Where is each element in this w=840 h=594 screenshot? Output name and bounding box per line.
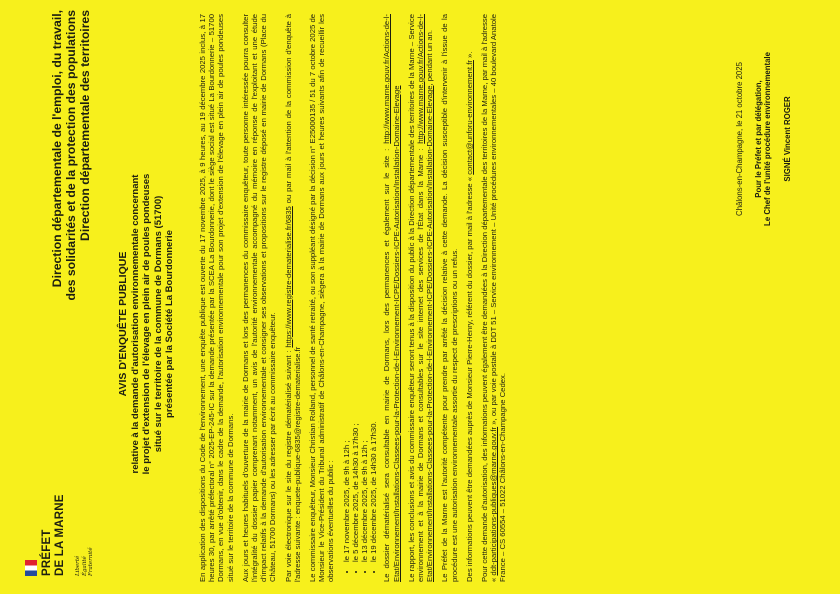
paragraph-contact: Des informations peuvent être demandées auprès de Monsieur Pierre-Henry, référent du dossier, par mail à l'adresse « contact@unforu-environnement.fr ». <box>464 51 474 582</box>
paragraph-ddt-info: Pour cette demande d'autorisation, des informations peuvent également être demandées à la Direction départementale des territoires de la Marne, par mail à l'adresse « ddt-participations-publiques@marne.gouv.fr », ou par voie postale à DDT 51 – Service environnement – Unité procédures environnementales – 40 boulevard Anatole France – CS 60554 – 51022 Châlons-en-Champagne Cedex. <box>480 14 508 582</box>
title-line-5: présentée par la Société La Bourdonnerie <box>164 230 175 418</box>
logo-line-1: PRÉFET <box>41 529 53 576</box>
paragraph-report: Le rapport, les conclusions et avis du commissaire enquêteur seront tenus à la disposition du public à la Direction départementale des territoires de la Marne – Service environnement et à la mairie de Dormans et consultables sur le site internet des services de l'État dans la Marne : http://www.marne.gouv.fr/Actions-de-l-Etat/Environnement/Installations-Classees-pour-la-Protection-de-l-Environnement-ICPE/Dossiers-ICPE-Autorisation/Installation-Domaine-Elevage, pendant un an. <box>406 14 435 582</box>
contact-email-link[interactable]: contact@unforu-environnement.fr <box>464 60 474 175</box>
signature-line-2: Le Chef de l'unité procédure environnementale <box>763 52 772 226</box>
place-date: Châlons-en-Champagne, le 21 octobre 2025 <box>735 62 744 216</box>
signatory-name: SIGNÉ Vincent ROGER <box>782 96 792 182</box>
title-line-2: relative à la demande d'autorisation environnementale concernant <box>129 174 141 474</box>
title-line-4: situé sur le territoire de la commune de Dormans (51700) <box>152 195 164 453</box>
paragraph-commissioner: Le commissaire enquêteur, Monsieur Christian Rolland, personnel de santé retraité, ou son suppléant désigné par la décision n° E25000135 / 51 du 7 octobre 2025 de Monsieur le Vice-Président du Tribunal administratif de Châlons-en-Champagne, siègera à la mairie de Dormans aux jours et heures suivants afin de recueillir les observations éventuelles du public : <box>308 14 336 582</box>
signature-block <box>735 14 792 264</box>
title-line-3: le projet d'extension de l'élevage en plein air de poules pondeuses <box>141 173 152 475</box>
report-link[interactable]: http://www.marne.gouv.fr/Actions-de-l-Etat/Environnement/Installations-Classees-pour-la-Protection-de-l-Environnement-ICPE/Dossiers-ICPE-Autorisation/Installation-Domaine-Elevage <box>416 14 435 582</box>
ddt-email-link[interactable]: ddt-participations-publiques@marne.gouv.fr <box>489 426 499 576</box>
issuing-authority <box>50 10 92 410</box>
title-main: AVIS D'ENQUÊTE PUBLIQUE <box>117 251 129 397</box>
header-line-2: des solidarités et de la protection des populations <box>64 10 78 301</box>
marianne-flag-icon <box>25 560 37 576</box>
dossier-link[interactable]: http://www.marne.gouv.fr/Actions-de-l-Etat/Environnement/Installations-Classees-pour-la-Protection-de-l-Environnement-ICPE/Dossiers-ICPE-Autorisation/Installation-Domaine-Elevage <box>382 14 401 582</box>
notice-title <box>118 154 176 494</box>
logo-motto: Liberté Égalité Fraternité <box>75 547 94 576</box>
list-item: • le 5 décembre 2025, de 14h30 à 17h30 ; <box>351 14 360 562</box>
paragraph-electronic: Par voie électronique sur le site du registre dématérialisé suivant : https://www.registre-dematerialise.fr/6835 ou par mail à l'attention de la commission d'enquête à l'adresse suivante : enquete-publique-6835@registre-dematerialise.fr <box>283 13 302 582</box>
signature-line-1: Pour le Préfet et par délégation, <box>753 80 763 198</box>
list-item: • le 17 novembre 2025, de 9h à 12h ; <box>342 14 351 562</box>
header-line-1: Direction départementale de l'emploi, du travail, <box>50 10 64 288</box>
paragraph-legal-basis: En application des dispositions du Code de l'environnement, une enquête publique est ouverte du 17 novembre 2025, à 9 heures, au 19 décembre 2025 inclus, à 17 heures 30, par arrêté préfectoral n° 2025-EP-245-IC sur la demande présentée par la SCEA La Bourdonnerie, dont le siège social est situé La Bourdonnerie – 51700 Dormans, en vue d'obtenir, dans le cadre de la demande, l'autorisation environnementale pour son projet d'extension de l'élevage en plein air de poules pondeuses situé sur le territoire de la commune de Dormans. <box>198 14 235 582</box>
paragraph-decision: Le Préfet de la Marne est l'autorité compétente pour prendre par arrêté la décision relative à cette demande. La décision susceptible d'intervenir à l'issue de la procédure est une autorisation environnementale assortie du respect de prescriptions ou un refus. <box>440 14 459 582</box>
logo-line-2: DE LA MARNE <box>54 494 66 576</box>
paragraph-consultation: Aux jours et heures habituels d'ouverture de la mairie de Dormans et lors des permanences du commissaire enquêteur, toute personne intéressée pourra consulter l'intégralité du dossier papier comprenant notamment, un avis de l'autorité environnementale accompagné du mémoire en réponse de l'exploitant et une étude d'impact relatifs à la demande d'autorisation environnementale et consigner ses observations et propositions sur le registre déposé en mairie de Dormans (Place du Château, 51700 Dormans) ou les adresser par écrit au commissaire enquêteur. <box>240 14 278 582</box>
notice-body <box>198 14 514 582</box>
list-item: • le 19 décembre 2025, de 14h30 à 17h30. <box>369 14 378 562</box>
list-item: • le 13 décembre 2025, de 9h à 12h ; <box>360 14 369 562</box>
paragraph-dossier: Le dossier dématérialisé sera consultable en mairie de Dormans, lors des permanences et également sur le site : http://www.marne.gouv.fr/Actions-de-l-Etat/Environnement/Installations-Classees-pour-la-Protection-de-l-Environnement-ICPE/Dossiers-ICPE-Autorisation/Installation-Domaine-Elevage <box>382 14 401 582</box>
header-line-3: Direction départementale des territoires <box>78 10 92 241</box>
permanence-dates-list <box>342 14 379 562</box>
registry-link[interactable]: https://www.registre-dematerialise.fr/6835 <box>283 206 293 348</box>
